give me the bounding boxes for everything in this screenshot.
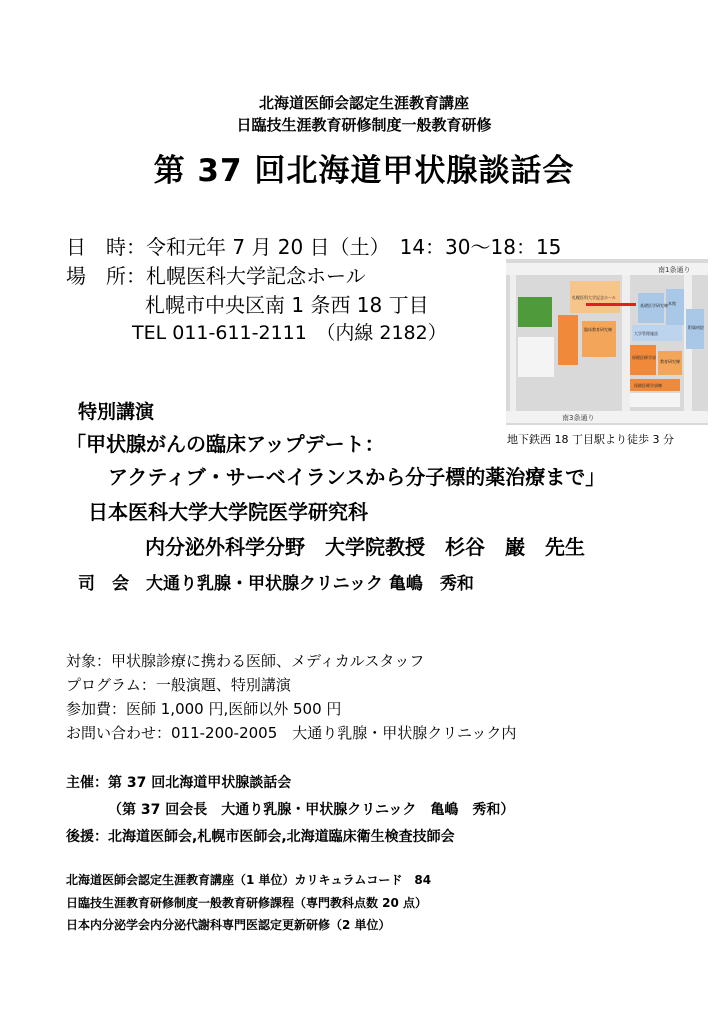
info-target: 対象：甲状腺診療に携わる医師、メディカルスタッフ xyxy=(66,652,425,670)
map-caption: 地下鉄西 18 丁目駅より徒歩 3 分 xyxy=(507,433,674,446)
map-label-b2: 札幌医科大学記念ホール xyxy=(572,295,616,300)
lecture-heading: 特別講演 xyxy=(78,401,155,423)
map-street-bottom: 南3条通り xyxy=(562,414,595,422)
campus-map xyxy=(506,259,708,425)
speaker-affiliation-2: 内分泌外科学分野 大学院教授 杉谷 巌 先生 xyxy=(145,535,585,559)
event-address: 札幌市中央区南 1 条西 18 丁目 xyxy=(145,293,429,317)
map-street-top: 南1条通り xyxy=(658,266,691,274)
sponsor-line-1: 北海道医師会認定生涯教育講座 xyxy=(258,94,469,112)
lecture-title-line-1: 「甲状腺がんの臨床アップデート： xyxy=(66,432,385,456)
info-contact: お問い合わせ：011-200-2005 大通り乳腺・甲状腺クリニック内 xyxy=(66,724,517,742)
map-label-b7: 保健医療学部 xyxy=(632,355,656,360)
map-label-b9: 保健医療学部棟 xyxy=(634,383,662,388)
map-label-b4: 本館 xyxy=(668,301,676,306)
moderator: 司 会 大通り乳腺・甲状腺クリニック 亀嶋 秀和 xyxy=(78,574,474,594)
event-tel: TEL 011-611-2111 （内線 2182） xyxy=(132,322,447,344)
info-fee: 参加費：医師 1,000 円,医師以外 500 円 xyxy=(66,700,342,718)
map-label-b3: 臨床教育研究棟 xyxy=(584,327,612,332)
organizer-chair: （第 37 回会長 大通り乳腺・甲状腺クリニック 亀嶋 秀和） xyxy=(108,802,515,818)
sponsor-line-2: 日臨技生涯教育研修制度一般教育研修 xyxy=(236,116,492,134)
event-datetime: 日 時：令和元年 7 月 20 日（土） 14：30〜18：15 xyxy=(66,235,562,259)
credit-2: 日臨技生涯教育研修制度一般教育研修課程（専門教科点数 20 点） xyxy=(66,896,428,910)
credit-1: 北海道医師会認定生涯教育講座（1 単位）カリキュラムコード 84 xyxy=(66,873,432,887)
map-label-b1: 基礎医学研究棟 xyxy=(640,303,668,308)
map-label-b8: 教育研究棟 xyxy=(660,359,680,364)
info-program: プログラム：一般演題、特別講演 xyxy=(66,676,291,694)
event-venue: 場 所：札幌医科大学記念ホール xyxy=(66,264,366,288)
map-label-b6: 大学管理施設 xyxy=(634,331,658,336)
credit-3: 日本内分泌学会内分泌代謝科専門医認定更新研修（2 単位） xyxy=(66,918,391,932)
organizer-support: 後援：北海道医師会,札幌市医師会,北海道臨床衛生検査技師会 xyxy=(66,829,455,845)
lecture-title-line-2: アクティブ・サーベイランスから分子標的薬治療まで」 xyxy=(108,465,606,489)
page-title: 第 37 回北海道甲状腺談話会 xyxy=(153,153,575,189)
speaker-affiliation-1: 日本医科大学大学院医学研究科 xyxy=(88,500,368,524)
campus-map-graphic xyxy=(506,259,708,425)
organizer-host: 主催：第 37 回北海道甲状腺談話会 xyxy=(66,775,292,791)
map-label-b5: 附属病院 xyxy=(688,325,704,330)
